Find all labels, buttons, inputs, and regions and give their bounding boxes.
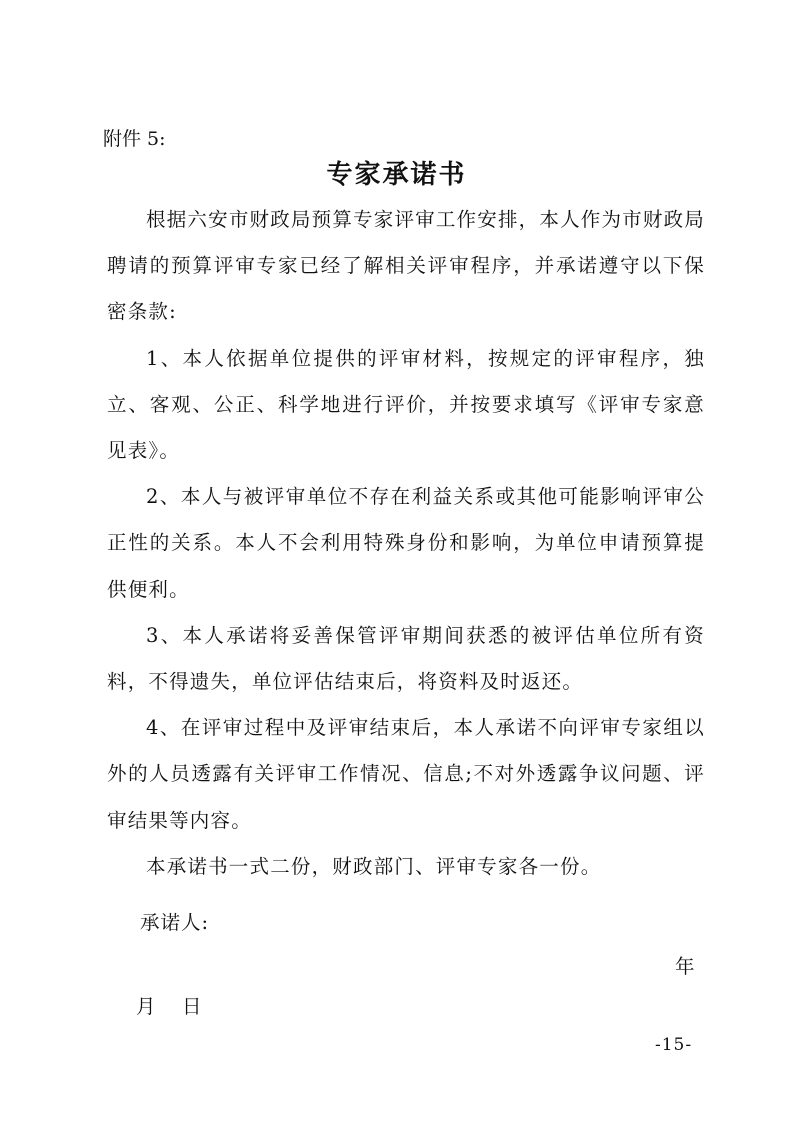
signer-label: 承诺人: [140,911,210,934]
document-body [107,197,705,890]
attachment-label: 附件 5: [103,128,166,150]
day-label: 日 [182,995,202,1018]
clause-4-paragraph: 4、在评审过程中及评审结束后，本人承诺不向评审专家组以外的人员透露有关评审工作情况、信息;不对外透露争议问题、评审结果等内容。 [107,716,705,832]
intro-paragraph: 根据六安市财政局预算专家评审工作安排，本人作为市财政局聘请的预算评审专家已经了解相关评审程序，并承诺遵守以下保密条款: [107,208,705,324]
clause-2-paragraph: 2、本人与被评审单位不存在利益关系或其他可能影响评审公正性的关系。本人不会利用特殊身份和影响，为单位申请预算提供便利。 [107,485,705,601]
closing-paragraph: 本承诺书一式二份，财政部门、评审专家各一份。 [146,854,602,878]
page-number: -15- [655,1035,693,1055]
month-label: 月 [136,995,156,1018]
year-label: 年 [675,955,695,978]
clause-3-paragraph: 3、本人承诺将妥善保管评审期间获悉的被评估单位所有资料，不得遗失，单位评估结束后，将资料及时返还。 [107,623,705,694]
clause-1-paragraph: 1、本人依据单位提供的评审材料，按规定的评审程序，独立、客观、公正、科学地进行评价，并按要求填写《评审专家意见表》。 [107,346,705,463]
document-title: 专家承诺书 [326,160,467,190]
